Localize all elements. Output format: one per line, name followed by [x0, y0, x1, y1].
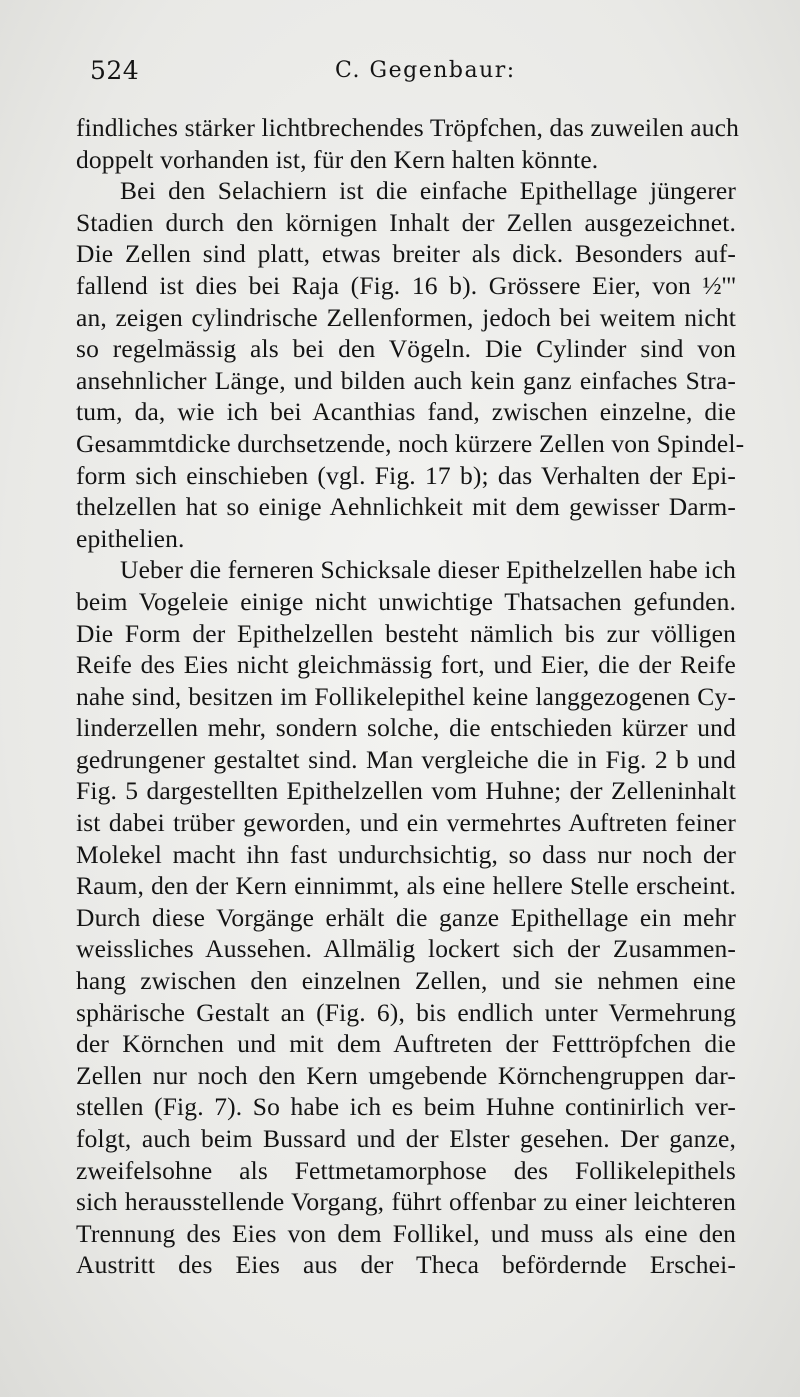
text-line: sphärische Gestalt an (Fig. 6), bis endlich unter Vermehrung	[76, 997, 736, 1027]
text-line: Die Zellen sind platt, etwas breiter als dick. Besonders auf-	[76, 239, 736, 269]
text-line: Bei den Selachiern ist die einfache Epithellage jüngerer	[120, 176, 736, 206]
text-line: weissliches Aussehen. Allmälig lockert sich der Zusammen-	[76, 934, 736, 964]
text-line: Reife des Eies nicht gleichmässig fort, und Eier, die der Reife	[76, 650, 736, 680]
text-line: Fig. 5 dargestellten Epithelzellen vom Huhne; der Zelleninhalt	[76, 776, 736, 806]
text-line: sich herausstellende Vorgang, führt offenbar zu einer leichteren	[76, 1187, 736, 1217]
text-line: so regelmässig als bei den Vögeln. Die Cylinder sind von	[76, 334, 736, 364]
text-line: Zellen nur noch den Kern umgebende Körnchengruppen dar-	[76, 1060, 736, 1090]
text-line: Durch diese Vorgänge erhält die ganze Epithellage ein mehr	[76, 902, 736, 932]
text-line: Gesammtdicke durchsetzende, noch kürzere Zellen von Spindel-	[76, 428, 745, 458]
text-line: Stadien durch den körnigen Inhalt der Zellen ausgezeichnet.	[76, 207, 736, 237]
text-line: thelzellen hat so einige Aehnlichkeit mit dem gewisser Darm-	[76, 492, 736, 522]
text-line: der Körnchen und mit dem Auftreten der Fetttröpfchen die	[76, 1029, 736, 1059]
text-line: zweifelsohne als Fettmetamorphose des Follikelepithels	[76, 1155, 736, 1185]
text-line: tum, da, wie ich bei Acanthias fand, zwischen einzelne, die	[76, 397, 736, 427]
text-line: Die Form der Epithelzellen besteht nämlich bis zur völligen	[76, 618, 736, 648]
text-line: hang zwischen den einzelnen Zellen, und sie nehmen eine	[76, 966, 736, 996]
text-line: gedrungener gestaltet sind. Man vergleiche die in Fig. 2 b und	[76, 744, 736, 774]
body-text	[76, 112, 745, 1281]
text-line: nahe sind, besitzen im Follikelepithel keine langgezogenen Cy-	[76, 681, 736, 711]
text-line: beim Vogeleie einige nicht unwichtige Thatsachen gefunden.	[76, 586, 736, 616]
text-line: Ueber die ferneren Schicksale dieser Epithelzellen habe ich	[120, 555, 736, 585]
text-line: fallend ist dies bei Raja (Fig. 16 b). Grössere Eier, von ½'''	[76, 270, 736, 300]
text-line: Raum, den der Kern einnimmt, als eine hellere Stelle erscheint.	[76, 871, 736, 901]
text-line: epithelien.	[76, 523, 185, 553]
text-line: Trennung des Eies von dem Follikel, und muss als eine den	[76, 1218, 736, 1248]
running-head: C. Gegenbaur:	[335, 58, 516, 83]
text-line: form sich einschieben (vgl. Fig. 17 b); das Verhalten der Epi-	[76, 460, 736, 490]
text-line: doppelt vorhanden ist, für den Kern halten könnte.	[76, 144, 599, 174]
text-line: ist dabei trüber geworden, und ein vermehrtes Auftreten feiner	[76, 808, 736, 838]
text-line: ansehnlicher Länge, und bilden auch kein ganz einfaches Stra-	[76, 365, 736, 395]
page-header	[80, 52, 740, 92]
text-line: Molekel macht ihn fast undurchsichtig, so dass nur noch der	[76, 839, 736, 869]
text-line: linderzellen mehr, sondern solche, die entschieden kürzer und	[76, 713, 736, 743]
text-line: stellen (Fig. 7). So habe ich es beim Huhne continirlich ver-	[76, 1092, 736, 1122]
page-number: 524	[90, 56, 140, 85]
text-line: Austritt des Eies aus der Theca befördernde Erschei-	[76, 1250, 736, 1280]
text-line: findliches stärker lichtbrechendes Tröpfchen, das zuweilen auch	[76, 113, 740, 142]
text-line: an, zeigen cylindrische Zellenformen, jedoch bei weitem nicht	[76, 302, 736, 332]
text-line: folgt, auch beim Bussard und der Elster gesehen. Der ganze,	[76, 1124, 736, 1153]
